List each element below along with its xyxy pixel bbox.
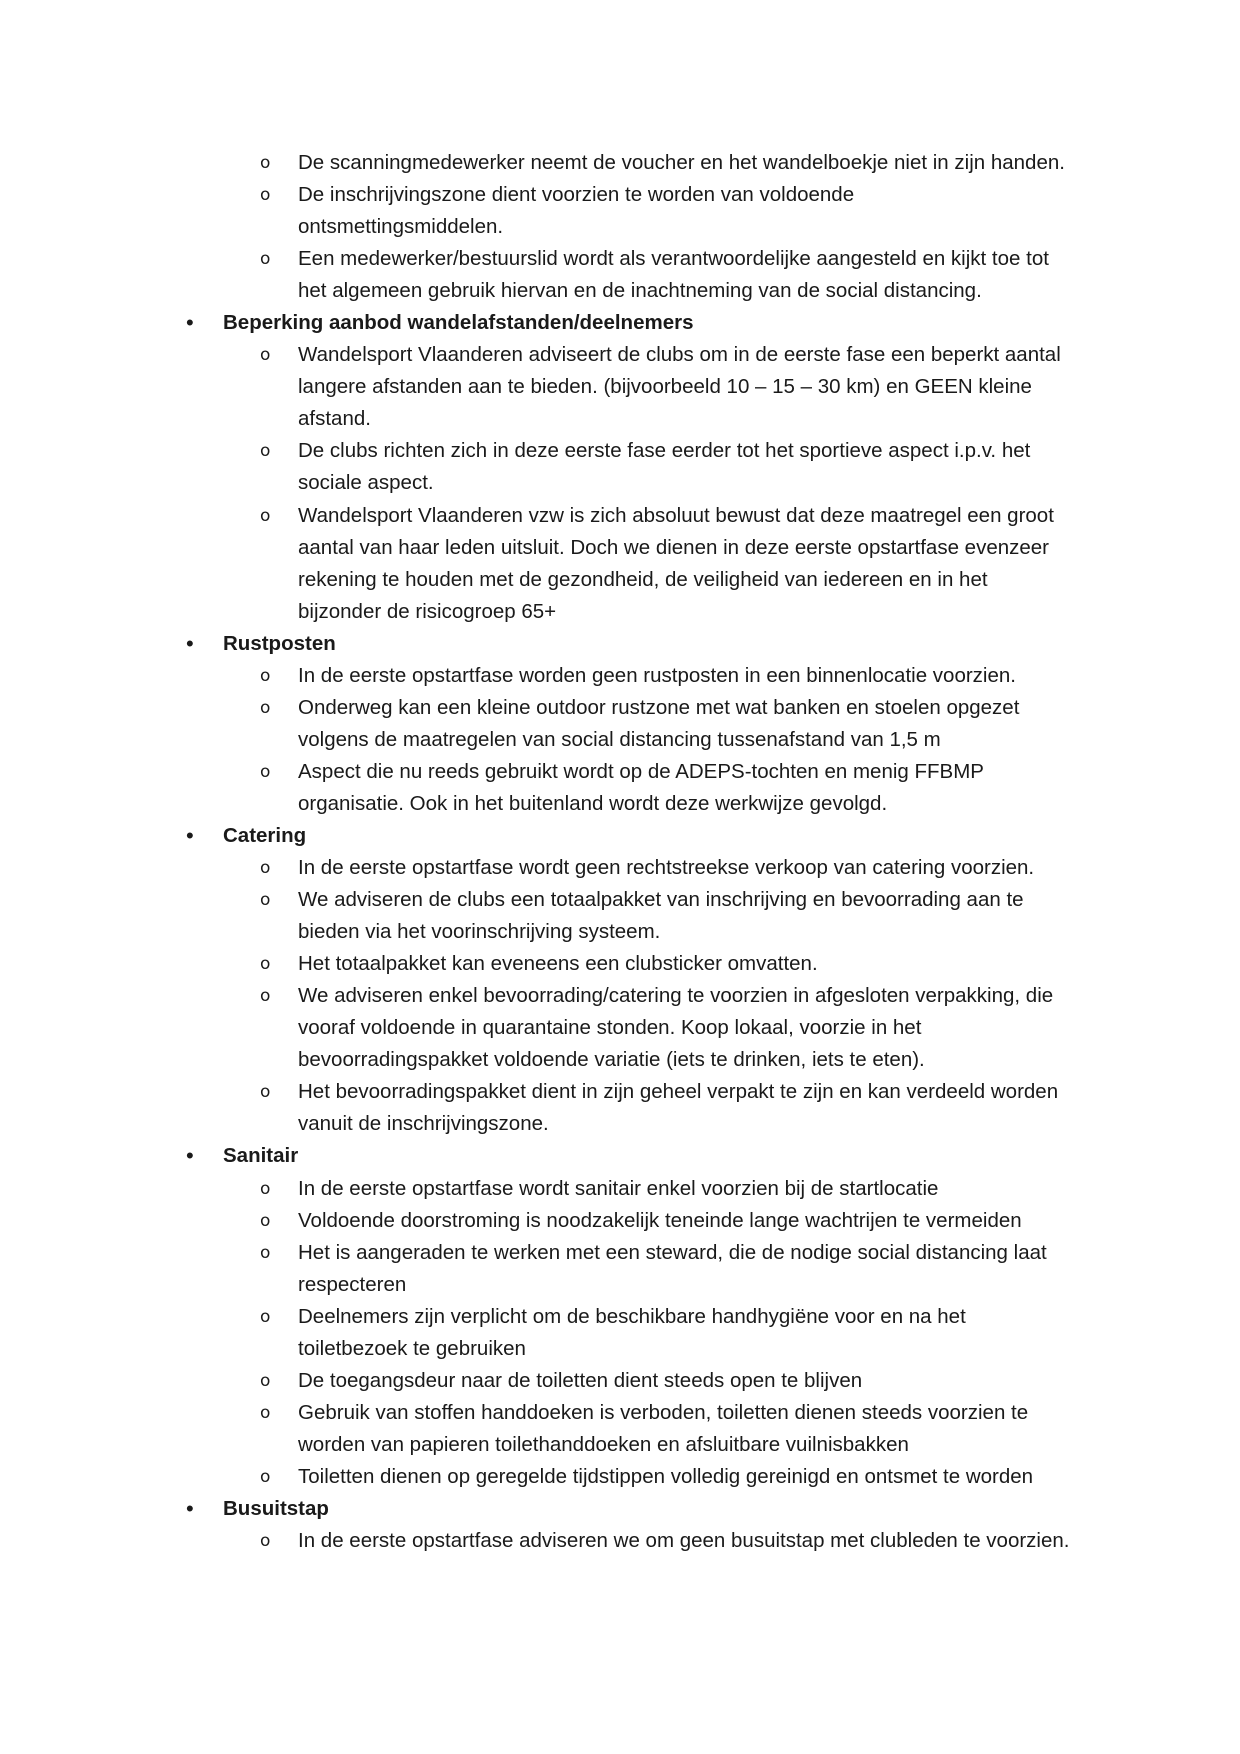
list-item-text: ontsmettingsmiddelen. bbox=[298, 215, 504, 239]
list-item-text: Een medewerker/bestuurslid wordt als verantwoordelijke aangesteld en kijkt toe tot bbox=[298, 247, 1049, 271]
bullet-icon: • bbox=[186, 630, 194, 656]
list-item-text: rekening te houden met de gezondheid, de veiligheid van iedereen en in het bbox=[298, 567, 988, 591]
bullet-icon: • bbox=[186, 1143, 194, 1169]
list-item-text: sociale aspect. bbox=[298, 471, 434, 495]
bullet-icon: • bbox=[186, 822, 194, 848]
list-item-text: vooraf voldoende in quarantaine stonden. Koop lokaal, voorzie in het bbox=[298, 1016, 922, 1040]
list-item-text: Wandelsport Vlaanderen vzw is zich absoluut bewust dat deze maatregel een groot bbox=[298, 503, 1054, 527]
list-item-text: Het bevoorradingspakket dient in zijn geheel verpakt te zijn en kan verdeeld worden bbox=[298, 1080, 1059, 1104]
list-item-continuation bbox=[0, 916, 1240, 948]
list-item-continuation bbox=[0, 371, 1240, 403]
section-heading bbox=[0, 1140, 1240, 1172]
list-item-continuation bbox=[0, 211, 1240, 243]
sub-bullet-icon: o bbox=[260, 986, 271, 1007]
sub-bullet-icon: o bbox=[260, 954, 271, 975]
list-item bbox=[0, 243, 1240, 275]
list-item-continuation bbox=[0, 564, 1240, 596]
list-item bbox=[0, 1237, 1240, 1269]
list-item-continuation bbox=[0, 532, 1240, 564]
list-item bbox=[0, 980, 1240, 1012]
list-item-text: respecteren bbox=[298, 1272, 407, 1296]
list-item bbox=[0, 852, 1240, 884]
sub-bullet-icon: o bbox=[260, 1306, 271, 1327]
list-item-text: volgens de maatregelen van social distancing tussenafstand van 1,5 m bbox=[298, 727, 941, 751]
sub-bullet-icon: o bbox=[260, 345, 271, 366]
list-item-text: Gebruik van stoffen handdoeken is verboden, toiletten dienen steeds voorzien te bbox=[298, 1400, 1029, 1424]
list-item-text: bieden via het voorinschrijving systeem. bbox=[298, 920, 661, 944]
section-heading bbox=[0, 1493, 1240, 1525]
list-item-text: aantal van haar leden uitsluit. Doch we dienen in deze eerste opstartfase evenzeer bbox=[298, 535, 1050, 559]
list-item-continuation bbox=[0, 1269, 1240, 1301]
sub-bullet-icon: o bbox=[260, 153, 271, 173]
section-heading-text: Rustposten bbox=[223, 631, 336, 655]
list-item-text: Onderweg kan een kleine outdoor rustzone met wat banken en stoelen opgezet bbox=[298, 695, 1020, 719]
list-item-text: De inschrijvingszone dient voorzien te worden van voldoende bbox=[298, 183, 855, 207]
list-item-continuation bbox=[0, 1108, 1240, 1140]
list-item-text: We adviseren de clubs een totaalpakket van inschrijving en bevoorrading aan te bbox=[298, 888, 1024, 912]
sub-bullet-icon: o bbox=[260, 1531, 271, 1552]
list-item-continuation bbox=[0, 467, 1240, 499]
list-item-text: Deelnemers zijn verplicht om de beschikbare handhygiëne voor en na het bbox=[298, 1304, 966, 1328]
list-item bbox=[0, 147, 1240, 179]
list-item bbox=[0, 756, 1240, 788]
section-heading bbox=[0, 820, 1240, 852]
section-heading bbox=[0, 628, 1240, 660]
list-item-continuation bbox=[0, 1429, 1240, 1461]
list-item bbox=[0, 1365, 1240, 1397]
section-heading-text: Catering bbox=[223, 823, 307, 847]
list-item-text: De scanningmedewerker neemt de voucher en het wandelboekje niet in zijn handen. bbox=[298, 151, 1065, 174]
list-item-continuation bbox=[0, 596, 1240, 628]
sub-bullet-icon: o bbox=[260, 1082, 271, 1103]
list-item-text: We adviseren enkel bevoorrading/catering te voorzien in afgesloten verpakking, die bbox=[298, 984, 1054, 1008]
list-item-continuation bbox=[0, 1012, 1240, 1044]
sub-bullet-icon: o bbox=[260, 697, 271, 718]
list-item bbox=[0, 1205, 1240, 1237]
section-heading bbox=[0, 307, 1240, 339]
list-item-text: bijzonder de risicogroep 65+ bbox=[298, 599, 557, 623]
sub-bullet-icon: o bbox=[260, 1466, 271, 1487]
sub-bullet-icon: o bbox=[260, 665, 271, 686]
sub-bullet-icon: o bbox=[260, 249, 271, 270]
list-item-continuation bbox=[0, 1333, 1240, 1365]
list-item-continuation bbox=[0, 275, 1240, 307]
bullet-icon: • bbox=[186, 310, 194, 336]
sub-bullet-icon: o bbox=[260, 441, 271, 462]
list-item-text: Aspect die nu reeds gebruikt wordt op de ADEPS-tochten en menig FFBMP bbox=[298, 759, 984, 783]
list-item-text: In de eerste opstartfase adviseren we om geen busuitstap met clubleden te voorzien. bbox=[298, 1529, 1070, 1553]
list-item-text: toiletbezoek te gebruiken bbox=[298, 1336, 526, 1360]
list-item-text: afstand. bbox=[298, 407, 371, 431]
list-item bbox=[0, 884, 1240, 916]
sub-bullet-icon: o bbox=[260, 185, 271, 206]
bullet-icon: • bbox=[186, 1495, 194, 1521]
sub-bullet-icon: o bbox=[260, 1210, 271, 1231]
list-item-text: De clubs richten zich in deze eerste fase eerder tot het sportieve aspect i.p.v. het bbox=[298, 439, 1031, 463]
list-item-text: langere afstanden aan te bieden. (bijvoorbeeld 10 – 15 – 30 km) en GEEN kleine bbox=[298, 375, 1032, 399]
sub-bullet-icon: o bbox=[260, 505, 271, 526]
list-item-text: vanuit de inschrijvingszone. bbox=[298, 1112, 549, 1136]
list-item-text: worden van papieren toilethanddoeken en afsluitbare vuilnisbakken bbox=[298, 1432, 909, 1456]
sub-bullet-icon: o bbox=[260, 1242, 271, 1263]
list-item bbox=[0, 1173, 1240, 1205]
sub-bullet-icon: o bbox=[260, 858, 271, 879]
sub-bullet-icon: o bbox=[260, 1402, 271, 1423]
list-item bbox=[0, 339, 1240, 371]
list-item bbox=[0, 500, 1240, 532]
list-item-text: Toiletten dienen op geregelde tijdstippen volledig gereinigd en ontsmet te worden bbox=[298, 1464, 1034, 1488]
list-item-text: Wandelsport Vlaanderen adviseert de clubs om in de eerste fase een beperkt aantal bbox=[298, 343, 1061, 367]
sub-bullet-icon: o bbox=[260, 1370, 271, 1391]
list-item bbox=[0, 1525, 1240, 1557]
list-item bbox=[0, 179, 1240, 211]
sub-bullet-icon: o bbox=[260, 761, 271, 782]
list-item bbox=[0, 1076, 1240, 1108]
list-item-continuation bbox=[0, 403, 1240, 435]
list-item bbox=[0, 1397, 1240, 1429]
section-heading-text: Busuitstap bbox=[223, 1496, 329, 1520]
section-heading-text: Sanitair bbox=[223, 1144, 299, 1168]
list-item-text: Het is aangeraden te werken met een steward, die de nodige social distancing laat bbox=[298, 1240, 1047, 1264]
list-item-continuation bbox=[0, 788, 1240, 820]
list-item-text: Voldoende doorstroming is noodzakelijk teneinde lange wachtrijen te vermeiden bbox=[298, 1208, 1022, 1232]
list-item-text: De toegangsdeur naar de toiletten dient steeds open te blijven bbox=[298, 1368, 863, 1392]
list-item bbox=[0, 1461, 1240, 1493]
list-item bbox=[0, 948, 1240, 980]
section-heading-text: Beperking aanbod wandelafstanden/deelnemers bbox=[223, 311, 694, 335]
list-item-text: In de eerste opstartfase wordt geen rechtstreekse verkoop van catering voorzien. bbox=[298, 856, 1035, 880]
list-item-text: bevoorradingspakket voldoende variatie (iets te drinken, iets te eten). bbox=[298, 1048, 925, 1072]
list-item-continuation bbox=[0, 724, 1240, 756]
list-item-text: In de eerste opstartfase wordt sanitair enkel voorzien bij de startlocatie bbox=[298, 1176, 939, 1200]
list-item-text: organisatie. Ook in het buitenland wordt deze werkwijze gevolgd. bbox=[298, 791, 888, 815]
list-item bbox=[0, 660, 1240, 692]
list-item-continuation bbox=[0, 1044, 1240, 1076]
list-item-text: het algemeen gebruik hiervan en de inachtneming van de social distancing. bbox=[298, 279, 982, 303]
list-item-text: In de eerste opstartfase worden geen rustposten in een binnenlocatie voorzien. bbox=[298, 663, 1016, 687]
list-item bbox=[0, 435, 1240, 467]
sub-bullet-icon: o bbox=[260, 1178, 271, 1199]
list-item-text: Het totaalpakket kan eveneens een clubsticker omvatten. bbox=[298, 952, 818, 976]
list-item bbox=[0, 692, 1240, 724]
list-item bbox=[0, 1301, 1240, 1333]
sub-bullet-icon: o bbox=[260, 890, 271, 911]
